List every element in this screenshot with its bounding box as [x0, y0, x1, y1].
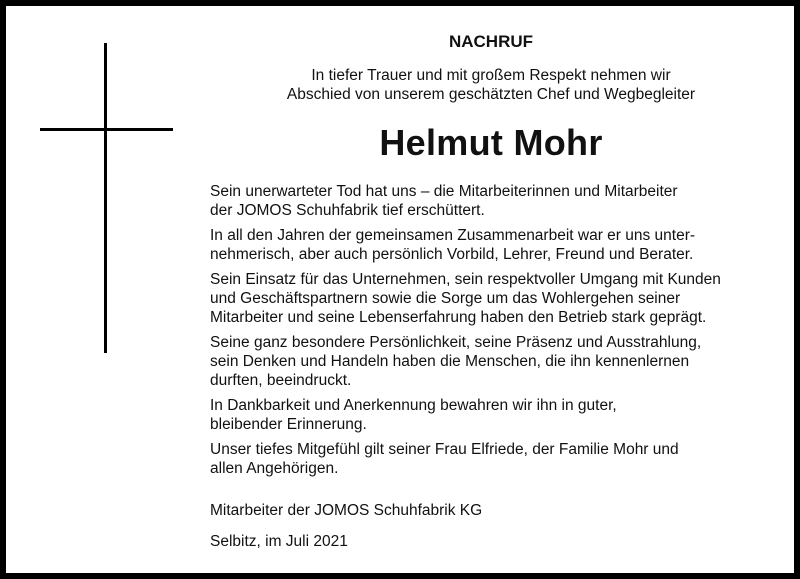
paragraph-line: In all den Jahren der gemeinsamen Zusammenarbeit war er uns unter-: [210, 227, 696, 244]
paragraph-line: Mitarbeiter und seine Lebenserfahrung haben den Betrieb stark geprägt.: [210, 309, 707, 326]
obituary-body: [210, 182, 790, 484]
paragraph: [210, 270, 790, 327]
cross-icon-bar: [40, 128, 173, 131]
paragraph-line: der JOMOS Schuhfabrik tief erschüttert.: [210, 202, 485, 219]
paragraph: [210, 182, 790, 220]
paragraph-line: In Dankbarkeit und Anerkennung bewahren wir ihn in guter,: [210, 397, 617, 414]
intro-text: [206, 66, 776, 104]
place-date: Selbitz, im Juli 2021: [210, 533, 348, 550]
paragraph-line: Sein unerwarteter Tod hat uns – die Mitarbeiterinnen und Mitarbeiter: [210, 183, 678, 200]
deceased-name: Helmut Mohr: [379, 122, 603, 163]
paragraph-line: sein Denken und Handeln haben die Menschen, die ihn kennenlernen: [210, 353, 690, 370]
paragraph-line: Unser tiefes Mitgefühl gilt seiner Frau Elfriede, der Familie Mohr und: [210, 441, 679, 458]
paragraph-line: durften, beeindruckt.: [210, 372, 352, 389]
paragraph: [210, 396, 790, 434]
paragraph-line: Sein Einsatz für das Unternehmen, sein respektvoller Umgang mit Kunden: [210, 271, 721, 288]
paragraph-line: nehmerisch, aber auch persönlich Vorbild, Lehrer, Freund und Berater.: [210, 246, 694, 263]
signature: Mitarbeiter der JOMOS Schuhfabrik KG: [210, 502, 483, 519]
paragraph: [210, 440, 790, 478]
paragraph-line: allen Angehörigen.: [210, 460, 339, 477]
intro-line: Abschied von unserem geschätzten Chef und Wegbegleiter: [286, 86, 696, 103]
intro-line: In tiefer Trauer und mit großem Respekt nehmen wir: [311, 67, 671, 84]
paragraph: [210, 333, 790, 390]
paragraph-line: und Geschäftspartnern sowie die Sorge um das Wohlergehen seiner: [210, 290, 681, 307]
paragraph: [210, 226, 790, 264]
paragraph-line: Seine ganz besondere Persönlichkeit, seine Präsenz und Ausstrahlung,: [210, 334, 702, 351]
notice-heading: NACHRUF: [448, 32, 534, 51]
cross-icon: [104, 43, 107, 353]
paragraph-line: bleibender Erinnerung.: [210, 416, 367, 433]
